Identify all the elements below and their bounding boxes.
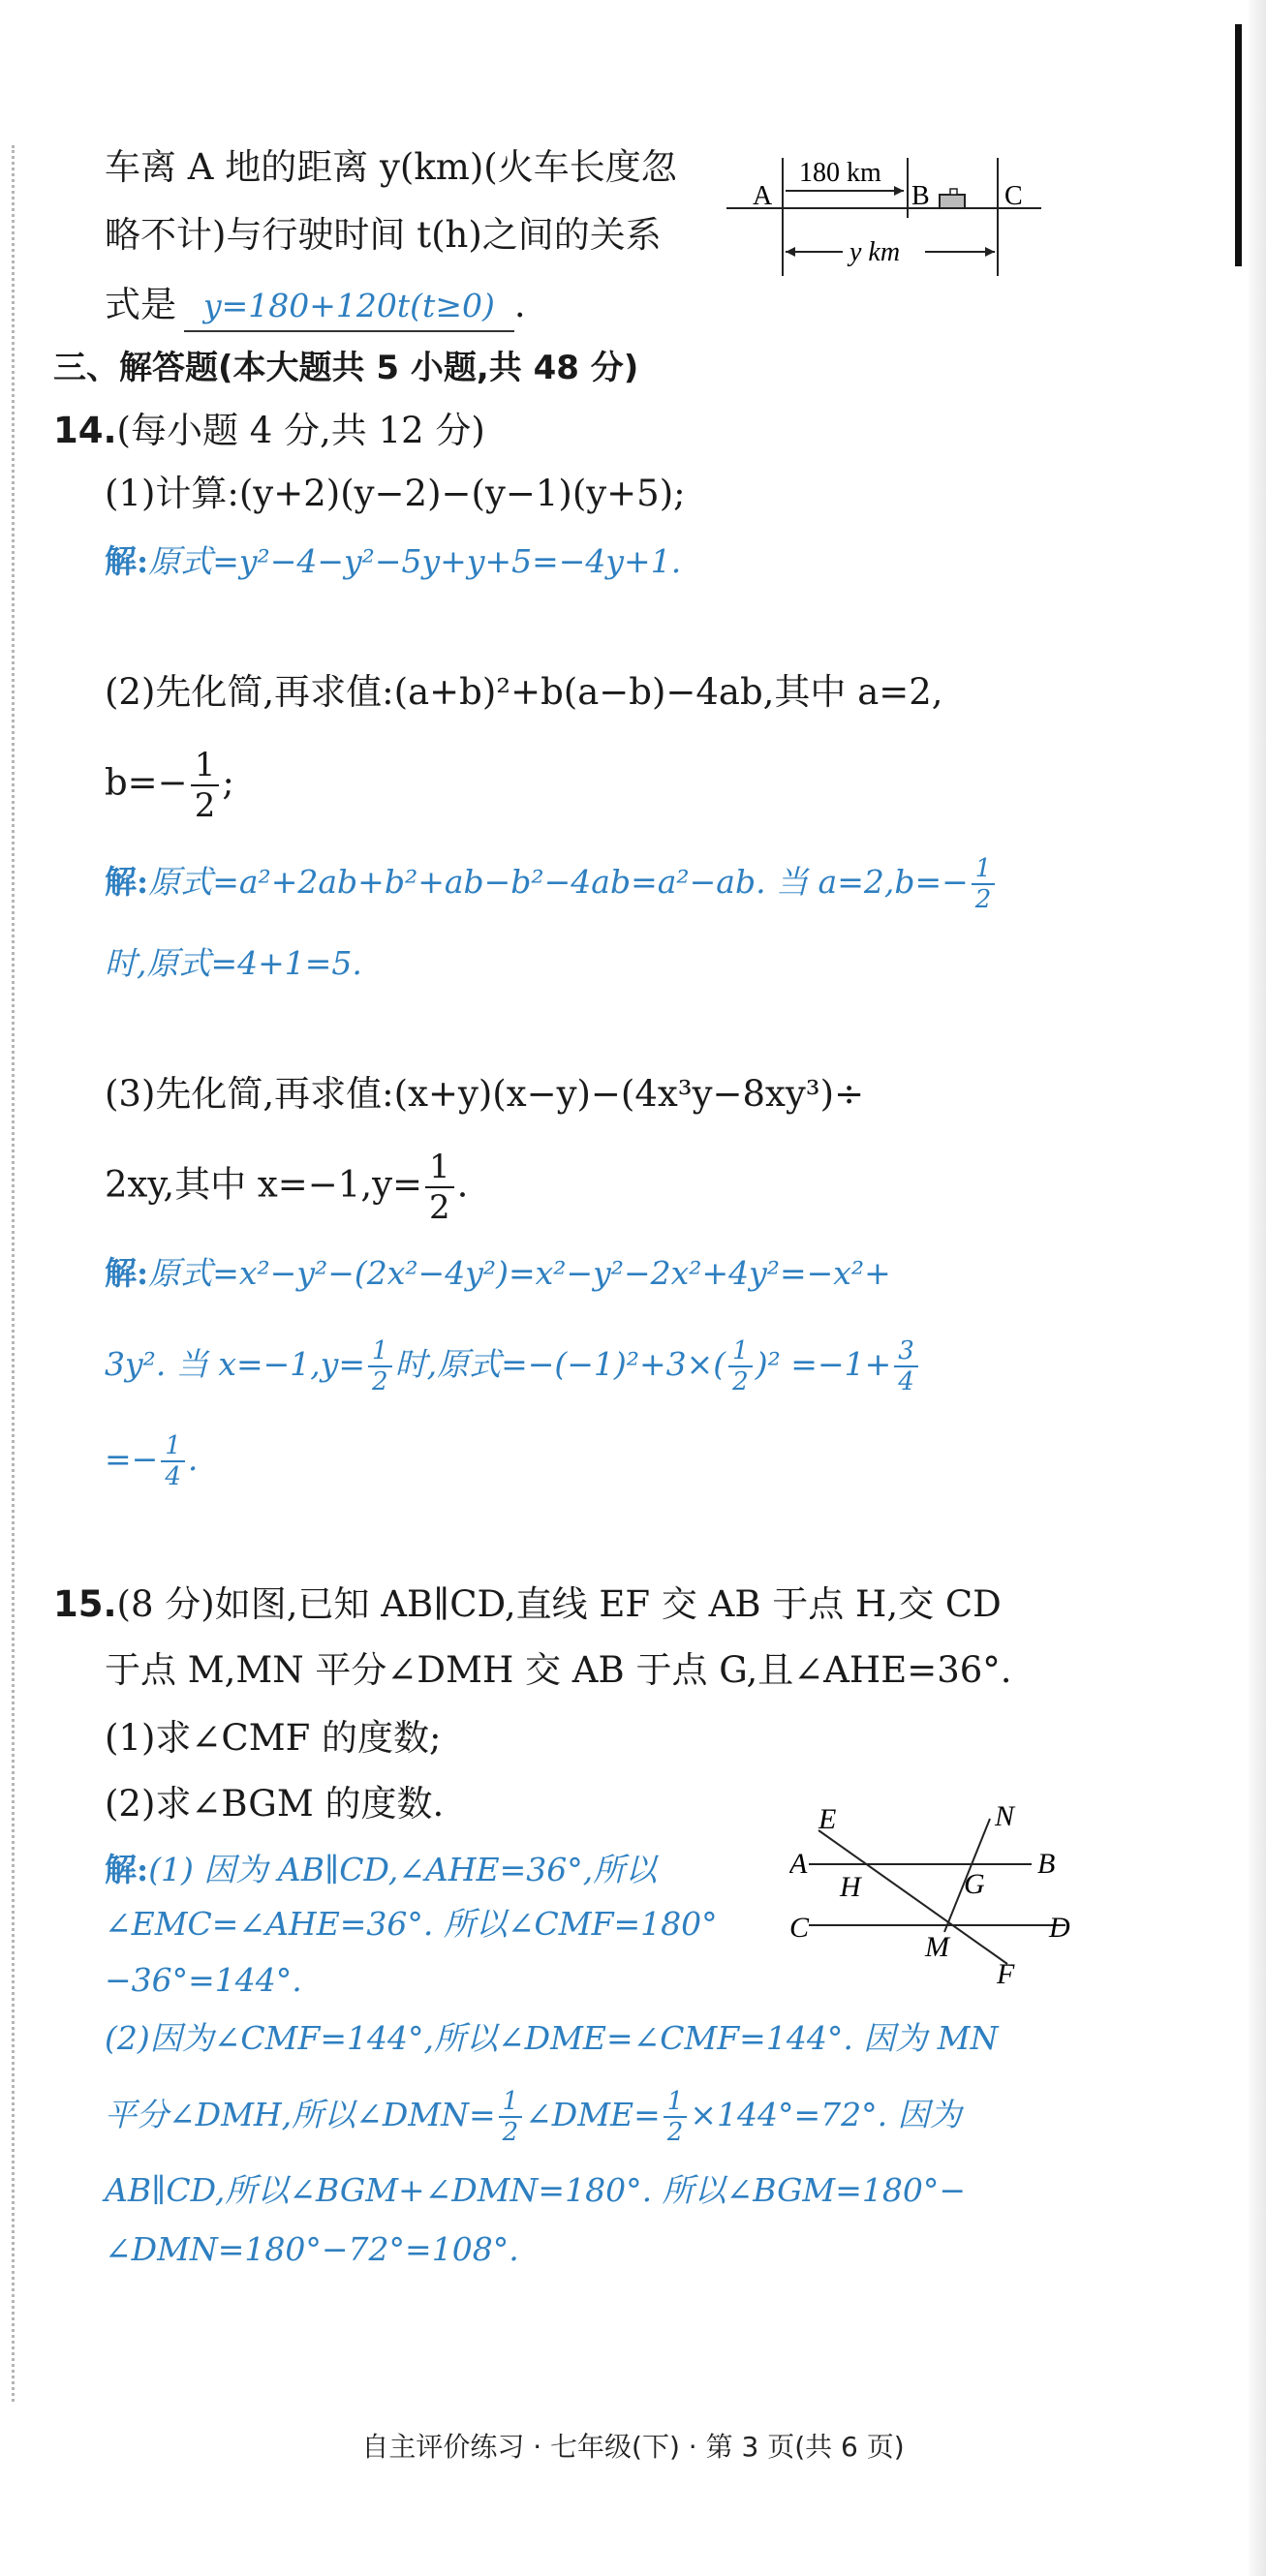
q13-line2: 略不计)与行驶时间 t(h)之间的关系	[105, 214, 662, 256]
fraction-one-half: $\frac{1}{2}$	[499, 2087, 523, 2147]
q14-part3-question-line2	[105, 1148, 468, 1227]
fig13-distance-label: 180 km	[799, 158, 881, 188]
q14-part3-q2-prefix: 2xy,其中 x=−1,y=	[105, 1163, 422, 1206]
fig15-label-g: G	[964, 1868, 985, 1900]
q14-header	[53, 407, 485, 455]
fig15-label-f: F	[997, 1958, 1015, 1985]
q14-part3-question-line1: (3)先化简,再求值:(x+y)(x−y)−(4x³y−8xy³)÷	[105, 1073, 865, 1115]
q14-part2-b-prefix: b=−	[105, 761, 188, 804]
q14-part3-sol2-c: )² =−1+	[755, 1345, 892, 1383]
fig15-label-d: D	[1049, 1912, 1070, 1944]
q14-part3-q2-suffix: .	[456, 1163, 469, 1206]
fig15-label-m: M	[925, 1931, 949, 1963]
q15-sol2-line2-b: ∠DME=	[525, 2096, 661, 2133]
fraction-one-half: $\frac{1}{2}$	[728, 1336, 753, 1396]
section3-title: 三、解答题(本大题共 5 小题,共 48 分)	[53, 349, 639, 387]
fig13-y-label: y km	[849, 237, 901, 267]
q14-part1-solution-text: 原式=y²−4−y²−5y+y+5=−4y+1.	[148, 542, 682, 580]
q14-part3-sol3-suffix: .	[187, 1440, 199, 1478]
q15-sol2-line2	[105, 2087, 962, 2147]
fig13-point-a: A	[753, 181, 773, 211]
q14-part3-sol2-b: 时,原式=−(−1)²+3×(	[394, 1345, 726, 1383]
q15-sol1-line3: −36°=144°.	[105, 1961, 302, 1999]
fraction-one-quarter: $\frac{1}{4}$	[161, 1431, 185, 1491]
solution-label: 解:	[105, 863, 149, 901]
solution-label: 解:	[105, 1851, 149, 1888]
solution-label: 解:	[105, 1254, 149, 1292]
q14-part2-b-suffix: ;	[222, 761, 234, 804]
fraction-one-half: $\frac{1}{2}$	[191, 746, 220, 825]
q15-sol1-line1	[105, 1846, 657, 1894]
q13-line3-suffix: .	[513, 284, 526, 325]
q14-part3-solution-line3	[105, 1431, 198, 1491]
fraction-three-quarters: $\frac{3}{4}$	[894, 1336, 918, 1396]
q13-figure	[722, 140, 1051, 286]
q14-part2-question-line2	[105, 746, 234, 825]
q13-line1: 车离 A 地的距离 y(km)(火车长度忽	[105, 146, 677, 188]
fig15-label-e: E	[818, 1803, 837, 1835]
solution-label: 解:	[105, 542, 149, 580]
q14-part3-solution-text1: 原式=x²−y²−(2x²−4y²)=x²−y²−2x²+4y²=−x²+	[148, 1254, 891, 1292]
page-footer: 自主评价练习 · 七年级(下) · 第 3 页(共 6 页)	[361, 2431, 905, 2463]
fig15-label-n: N	[995, 1801, 1015, 1832]
q14-part2-solution-line1	[105, 854, 998, 914]
q15-sol1-line2: ∠EMC=∠AHE=36°. 所以∠CMF=180°	[105, 1905, 718, 1943]
q15-part2: (2)求∠BGM 的度数.	[105, 1783, 445, 1825]
q15-part1: (1)求∠CMF 的度数;	[105, 1717, 442, 1759]
q14-part1-question: (1)计算:(y+2)(y−2)−(y−1)(y+5);	[105, 473, 686, 514]
scan-shadow	[1249, 0, 1266, 2576]
q15-sol2-line3: AB∥CD,所以∠BGM+∠DMN=180°. 所以∠BGM=180°−	[105, 2171, 967, 2209]
fig15-label-a: A	[789, 1848, 808, 1880]
q15-line1	[53, 1580, 1002, 1629]
q14-part3-solution-line1	[105, 1249, 891, 1298]
q14-part3-solution-line2	[105, 1336, 921, 1396]
q15-sol2-line1: (2)因为∠CMF=144°,所以∠DME=∠CMF=144°. 因为 MN	[105, 2019, 999, 2057]
binding-dotted-line	[12, 145, 15, 2402]
q15-sol2-line2-c: ×144°=72°. 因为	[690, 2096, 962, 2133]
fig13-point-b: B	[911, 181, 930, 211]
fig15-label-b: B	[1037, 1848, 1056, 1880]
fig13-point-c: C	[1004, 181, 1023, 211]
fig15-label-h: H	[840, 1871, 861, 1903]
q13-answer: y=180+120t(t≥0)	[203, 287, 495, 324]
q15-number: 15.	[53, 1583, 117, 1625]
q15-line2: 于点 M,MN 平分∠DMH 交 AB 于点 G,且∠AHE=36°.	[105, 1649, 1012, 1691]
fraction-one-half: $\frac{1}{2}$	[664, 2087, 688, 2147]
q15-sol2-line2-a: 平分∠DMH,所以∠DMN=	[105, 2096, 496, 2133]
q14-part2-solution-line2: 时,原式=4+1=5.	[105, 944, 362, 982]
q13-line3-prefix: 式是	[105, 284, 176, 325]
fraction-one-half: $\frac{1}{2}$	[368, 1336, 392, 1396]
q15-sol1-line1-text: (1) 因为 AB∥CD,∠AHE=36°,所以	[148, 1851, 658, 1888]
q14-part3-sol3-prefix: =−	[105, 1440, 159, 1478]
q15-line1-text: (8 分)如图,已知 AB∥CD,直线 EF 交 AB 于点 H,交 CD	[116, 1583, 1002, 1625]
q14-part1-solution	[105, 537, 681, 586]
page-edge-bar	[1235, 24, 1242, 266]
q13-answer-blank	[184, 281, 514, 332]
q15-figure	[789, 1801, 1080, 1985]
q13-line3	[105, 281, 526, 332]
q15-sol2-line4: ∠DMN=180°−72°=108°.	[105, 2230, 519, 2268]
q14-part3-sol2-a: 3y². 当 x=−1,y=	[105, 1345, 366, 1383]
q14-header-text: (每小题 4 分,共 12 分)	[116, 410, 485, 451]
fraction-one-half: $\frac{1}{2}$	[972, 854, 996, 914]
q14-part2-question-line1: (2)先化简,再求值:(a+b)²+b(a−b)−4ab,其中 a=2,	[105, 671, 943, 713]
fig15-label-c: C	[789, 1912, 810, 1944]
fraction-one-half: $\frac{1}{2}$	[425, 1148, 454, 1227]
q14-number: 14.	[53, 410, 117, 451]
q14-part2-solution-text: 原式=a²+2ab+b²+ab−b²−4ab=a²−ab. 当 a=2,b=−	[148, 863, 969, 901]
